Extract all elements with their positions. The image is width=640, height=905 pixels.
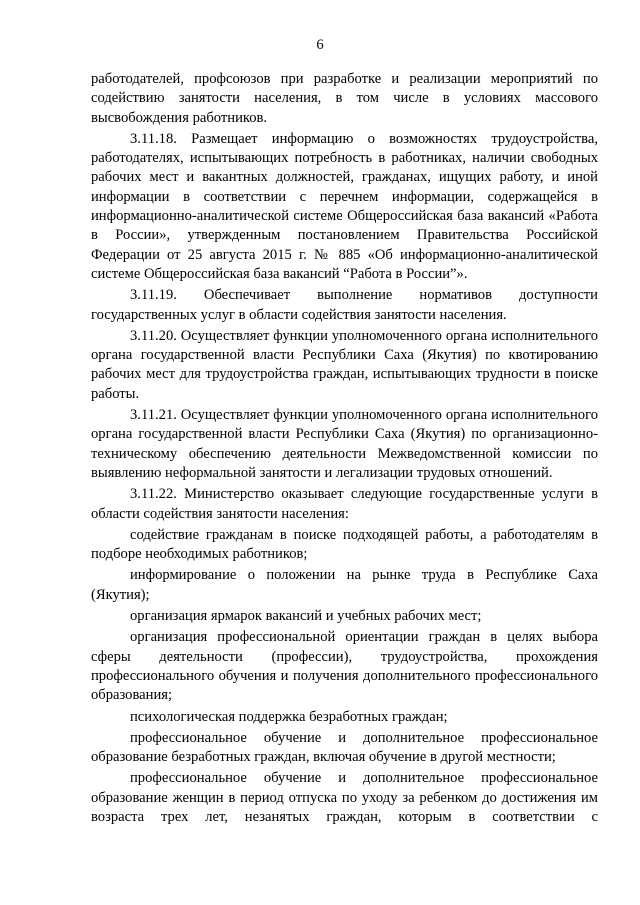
page-number: 6: [316, 37, 324, 53]
paragraph-3-11-22: 3.11.22. Министерство оказывает следующие государственные услуги в области содействия занятости населения:: [91, 486, 598, 522]
paragraph-intro-continuation: работодателей, профсоюзов при разработке и реализации мероприятий по содействию занятости населения, в том числе в условиях массового высвобождения работников.: [91, 71, 598, 126]
list-item-career-orientation: организация профессиональной ориентации граждан в целях выбора сферы деятельности (профессии), трудоустройства, прохождения профессионального обучения и получения дополнительного профессионального образования;: [91, 629, 598, 704]
list-item-unemployed-training: профессиональное обучение и дополнительное профессиональное образование безработных граждан, включая обучение в другой местности;: [91, 729, 598, 766]
list-item-job-fairs: организация ярмарок вакансий и учебных рабочих мест;: [130, 608, 482, 625]
paragraph-3-11-18: 3.11.18. Размещает информацию о возможностях трудоустройства, работодателях, испытывающих потребность в работниках, наличии свободных рабочих мест и вакантных должностей, гражданах, ищущих работу, и иной информации в соответствии с перечнем информации, содержащейся в информационно-аналитической системе Общероссийская база вакансий «Работа в России», утвержденным постановлением Правительства Российской Федерации от 25 августа 2015 г. № 885 «Об информационно-аналитической системе Общероссийская база вакансий “Работа в России”».: [91, 130, 598, 282]
list-item-labor-market-info: информирование о положении на рынке труда в Республике Саха (Якутия);: [91, 567, 598, 603]
document-body: [91, 70, 598, 829]
list-item-women-training: профессиональное обучение и дополнительное профессиональное образование женщин в период отпуска по уходу за ребенком до достижения им возраста трех лет, незанятых граждан, которым в соответствии с: [91, 770, 598, 825]
paragraph-3-11-21: 3.11.21. Осуществляет функции уполномоченного органа исполнительного органа государственной власти Республики Саха (Якутия) по организационно-техническому обеспечению деятельности Межведомственной комиссии по выявлению неформальной занятости и легализации трудовых отношений.: [91, 407, 598, 481]
list-item-psychological-support: психологическая поддержка безработных граждан;: [130, 708, 448, 725]
paragraph-3-11-19: 3.11.19. Обеспечивает выполнение нормативов доступности государственных услуг в области содействия занятости населения.: [91, 287, 598, 323]
paragraph-3-11-20: 3.11.20. Осуществляет функции уполномоченного органа исполнительного органа государственной власти Республики Саха (Якутия) по квотированию рабочих мест для трудоустройства граждан, испытывающих трудности в поиске работы.: [91, 327, 598, 402]
list-item-job-search-assistance: содействие гражданам в поиске подходящей работы, а работодателям в подборе необходимых работников;: [91, 526, 598, 563]
